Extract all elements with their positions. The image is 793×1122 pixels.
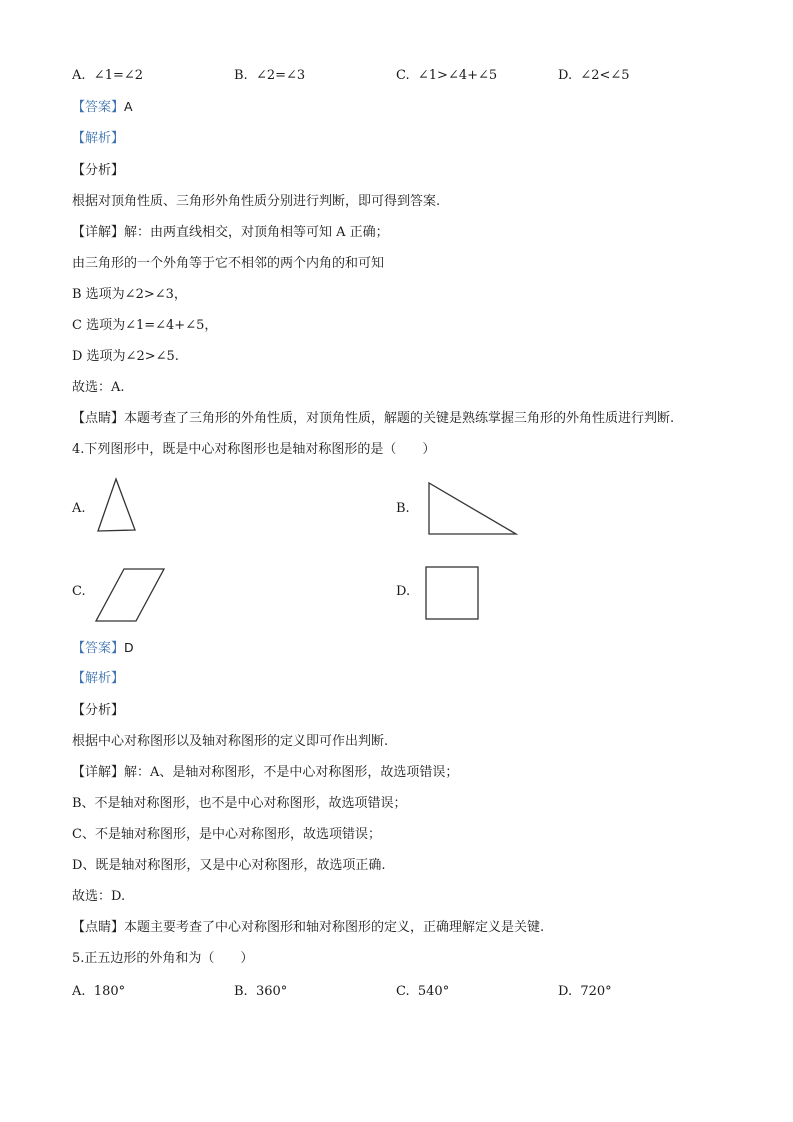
q5-option-a: A. 180° xyxy=(72,984,126,999)
q4-comment xyxy=(72,919,544,937)
answer-tag: 【答案】 xyxy=(72,100,125,115)
q4-figure-a-isosceles-triangle xyxy=(94,476,140,534)
q4-detail-line4: D、既是轴对称图形，又是中心对称图形，故选项正确. xyxy=(72,858,386,873)
answer-value: D xyxy=(124,640,134,655)
detail-tag: 【详解】 xyxy=(72,765,125,780)
q3-detail-line3: B 选项为∠2>∠3， xyxy=(72,287,187,302)
q4-jiexi-tag: 【解析】 xyxy=(72,671,125,686)
q4-figure-c-parallelogram xyxy=(92,566,168,624)
q4-question: 4.下列图形中，既是中心对称图形也是轴对称图形的是（ ） xyxy=(72,442,436,457)
q3-option-b: B. ∠2=∠3 xyxy=(234,68,306,83)
q5-option-b: B. 360° xyxy=(234,984,288,999)
detail-text: 解：A、是轴对称图形，不是中心对称图形，故选项错误； xyxy=(124,765,459,780)
detail-tag: 【详解】 xyxy=(72,225,125,240)
q3-detail-line5: D 选项为∠2>∠5. xyxy=(72,349,179,364)
answer-value: A xyxy=(124,99,133,114)
q3-option-d: D. ∠2<∠5 xyxy=(558,68,630,83)
q5-question: 5.正五边形的外角和为（ ） xyxy=(72,951,254,966)
q4-detail-line2: B、不是轴对称图形，也不是中心对称图形，故选项错误； xyxy=(72,796,407,811)
answer-tag: 【答案】 xyxy=(72,641,125,656)
q4-choose: 故选：D. xyxy=(72,889,126,904)
q3-option-a: A. ∠1=∠2 xyxy=(72,68,144,83)
comment-tag: 【点睛】 xyxy=(72,920,125,935)
comment-text: 本题考查了三角形的外角性质，对顶角性质，解题的关键是熟练掌握三角形的外角性质进行判断. xyxy=(124,411,675,426)
q4-detail-line3: C、不是轴对称图形，是中心对称图形，故选项错误； xyxy=(72,827,381,842)
q3-fenxi-tag: 【分析】 xyxy=(72,163,125,178)
q4-fenxi-tag: 【分析】 xyxy=(72,703,125,718)
q3-option-c: C. ∠1>∠4+∠5 xyxy=(396,68,498,83)
comment-text: 本题主要考查了中心对称图形和轴对称图形的定义，正确理解定义是关键. xyxy=(124,920,545,935)
q3-comment xyxy=(72,410,674,428)
q3-jiexi-tag: 【解析】 xyxy=(72,131,125,146)
q4-detail xyxy=(72,764,458,782)
q4-label-a: A. xyxy=(72,501,86,516)
q4-label-d: D. xyxy=(396,584,411,599)
detail-text: 解：由两直线相交，对顶角相等可知 A 正确； xyxy=(124,225,389,240)
q5-option-c: C. 540° xyxy=(396,984,450,999)
q4-figure-b-right-triangle xyxy=(425,480,521,538)
q3-answer xyxy=(72,98,133,117)
q3-detail-line2: 由三角形的一个外角等于它不相邻的两个内角的和可知 xyxy=(72,256,385,271)
q3-detail-line4: C 选项为∠1=∠4+∠5， xyxy=(72,318,218,333)
q3-detail xyxy=(72,224,389,242)
q4-fenxi-text: 根据中心对称图形以及轴对称图形的定义即可作出判断. xyxy=(72,734,389,749)
q4-figure-d-square xyxy=(422,563,482,623)
q4-label-c: C. xyxy=(72,584,86,599)
comment-tag: 【点睛】 xyxy=(72,411,125,426)
q4-answer xyxy=(72,639,134,658)
q3-choose: 故选：A. xyxy=(72,380,125,395)
q4-label-b: B. xyxy=(396,501,410,516)
q5-option-d: D. 720° xyxy=(558,984,612,999)
q3-fenxi-text: 根据对顶角性质、三角形外角性质分别进行判断，即可得到答案. xyxy=(72,194,441,209)
